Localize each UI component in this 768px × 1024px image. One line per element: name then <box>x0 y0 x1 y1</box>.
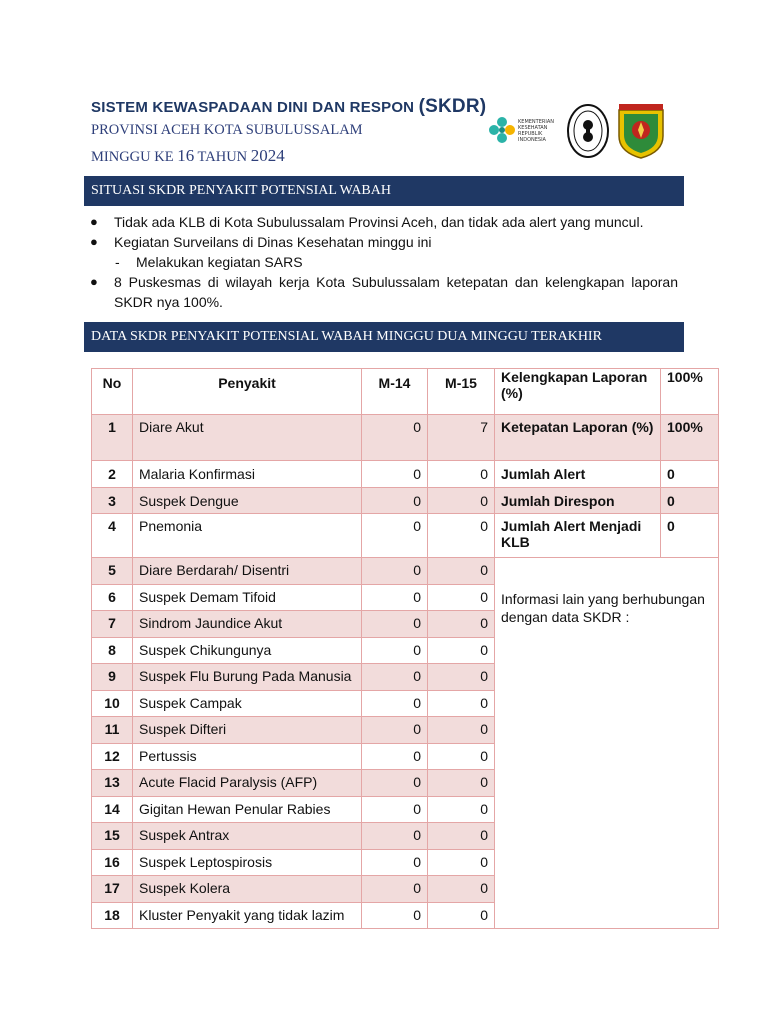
col-header-m14: M-14 <box>362 369 428 415</box>
table-cell: Suspek Chikungunya <box>133 638 362 664</box>
table-cell: 0 <box>428 823 495 850</box>
table-cell: Suspek Difteri <box>133 717 362 744</box>
surveilans-logo <box>566 103 610 159</box>
skdr-data-table <box>91 368 719 929</box>
table-cell: 17 <box>92 876 133 903</box>
table-cell: 0 <box>428 717 495 744</box>
section-data-header: DATA SKDR PENYAKIT POTENSIAL WABAH MINGGU DUA MINGGU TERAKHIR <box>84 322 684 352</box>
table-cell: 0 <box>428 744 495 770</box>
table-cell: 0 <box>428 691 495 717</box>
summary-value: 0 <box>661 514 719 558</box>
col-header-m15: M-15 <box>428 369 495 415</box>
bullet-item: ● Tidak ada KLB di Kota Subulussalam Provinsi Aceh, dan tidak ada alert yang muncul. <box>90 214 644 230</box>
report-week-line: MINGGU KE 16 TAHUN 2024 <box>91 146 285 165</box>
table-cell: 0 <box>428 876 495 903</box>
table-cell: 0 <box>362 585 428 611</box>
table-row: 3 Suspek Dengue 0 0 Jumlah Direspon 0 <box>92 488 719 514</box>
table-cell: 0 <box>362 558 428 585</box>
table-cell: 18 <box>92 903 133 929</box>
report-subtitle-province: PROVINSI ACEH KOTA SUBULUSSALAM <box>91 122 363 138</box>
table-cell: 0 <box>362 823 428 850</box>
table-cell: Diare Berdarah/ Disentri <box>133 558 362 585</box>
table-cell: 0 <box>362 903 428 929</box>
table-cell: Acute Flacid Paralysis (AFP) <box>133 770 362 797</box>
table-cell: 0 <box>428 558 495 585</box>
table-cell: 0 <box>362 717 428 744</box>
table-cell: 13 <box>92 770 133 797</box>
situasi-bullet-list <box>90 212 678 312</box>
kota-subulussalam-logo <box>616 102 666 160</box>
kemenkes-logo <box>484 110 560 150</box>
summary-label: Kelengkapan Laporan (%) <box>495 369 661 415</box>
table-cell: Suspek Campak <box>133 691 362 717</box>
svg-text:REPUBLIK: REPUBLIK <box>518 131 543 137</box>
table-cell: 9 <box>92 664 133 691</box>
table-cell: 16 <box>92 850 133 876</box>
svg-text:KESEHATAN: KESEHATAN <box>518 125 548 131</box>
table-cell: 0 <box>428 850 495 876</box>
summary-value: 0 <box>661 488 719 514</box>
table-cell: 0 <box>362 744 428 770</box>
table-cell: 7 <box>92 611 133 638</box>
table-cell: Suspek Flu Burung Pada Manusia <box>133 664 362 691</box>
table-cell: Pertussis <box>133 744 362 770</box>
table-cell: 0 <box>362 850 428 876</box>
col-header-penyakit: Penyakit <box>133 369 362 415</box>
table-cell: 0 <box>362 638 428 664</box>
sub-bullet-item: - Melakukan kegiatan SARS <box>115 254 303 270</box>
table-cell: 11 <box>92 717 133 744</box>
table-cell: 0 <box>362 691 428 717</box>
table-cell: 8 <box>92 638 133 664</box>
table-row: 2 Malaria Konfirmasi 0 0 Jumlah Alert 0 <box>92 461 719 488</box>
table-cell: 0 <box>428 664 495 691</box>
summary-label: Jumlah Direspon <box>495 488 661 514</box>
table-cell: 6 <box>92 585 133 611</box>
table-cell: Suspek Kolera <box>133 876 362 903</box>
table-cell: 5 <box>92 558 133 585</box>
bullet-item: ● Kegiatan Surveilans di Dinas Kesehatan minggu ini <box>90 234 432 250</box>
table-cell: 0 <box>428 770 495 797</box>
table-cell: 0 <box>428 611 495 638</box>
table-cell: 0 <box>362 611 428 638</box>
table-row: 1 Diare Akut 0 7 Ketepatan Laporan (%) 100% <box>92 415 719 461</box>
summary-value: 100% <box>661 415 719 461</box>
table-cell: Gigitan Hewan Penular Rabies <box>133 797 362 823</box>
info-lain-cell: Informasi lain yang berhubungan dengan data SKDR : <box>495 558 719 929</box>
summary-value: 0 <box>661 461 719 488</box>
table-cell: 0 <box>428 903 495 929</box>
table-cell: 0 <box>428 797 495 823</box>
table-cell: Suspek Antrax <box>133 823 362 850</box>
report-title: SISTEM KEWASPADAAN DINI DAN RESPON (SKDR) <box>91 96 487 117</box>
summary-value: 100% <box>661 369 719 415</box>
table-cell: 15 <box>92 823 133 850</box>
summary-label: Jumlah Alert Menjadi KLB <box>495 514 661 558</box>
table-header-row <box>92 369 719 415</box>
table-cell: 0 <box>362 770 428 797</box>
table-cell: 0 <box>362 876 428 903</box>
bullet-item: ● 8 Puskesmas di wilayah kerja Kota Subulussalam ketepatan dan kelengkapan laporan SKDR nya 100%. <box>90 274 678 310</box>
table-cell: 0 <box>428 638 495 664</box>
summary-label: Ketepatan Laporan (%) <box>495 415 661 461</box>
table-row <box>92 558 719 585</box>
svg-text:INDONESIA: INDONESIA <box>518 137 546 143</box>
table-cell: Suspek Leptospirosis <box>133 850 362 876</box>
col-header-no: No <box>92 369 133 415</box>
summary-label: Jumlah Alert <box>495 461 661 488</box>
table-cell: 10 <box>92 691 133 717</box>
section-situasi-header: SITUASI SKDR PENYAKIT POTENSIAL WABAH <box>84 176 684 206</box>
svg-text:KEMENTERIAN: KEMENTERIAN <box>518 119 554 125</box>
table-cell: 12 <box>92 744 133 770</box>
table-cell: 0 <box>362 797 428 823</box>
table-cell: Suspek Demam Tifoid <box>133 585 362 611</box>
table-cell: 0 <box>428 585 495 611</box>
table-cell: 14 <box>92 797 133 823</box>
table-cell: Sindrom Jaundice Akut <box>133 611 362 638</box>
table-cell: Kluster Penyakit yang tidak lazim <box>133 903 362 929</box>
table-cell: 0 <box>362 664 428 691</box>
table-row: 4 Pnemonia 0 0 Jumlah Alert Menjadi KLB 0 <box>92 514 719 558</box>
